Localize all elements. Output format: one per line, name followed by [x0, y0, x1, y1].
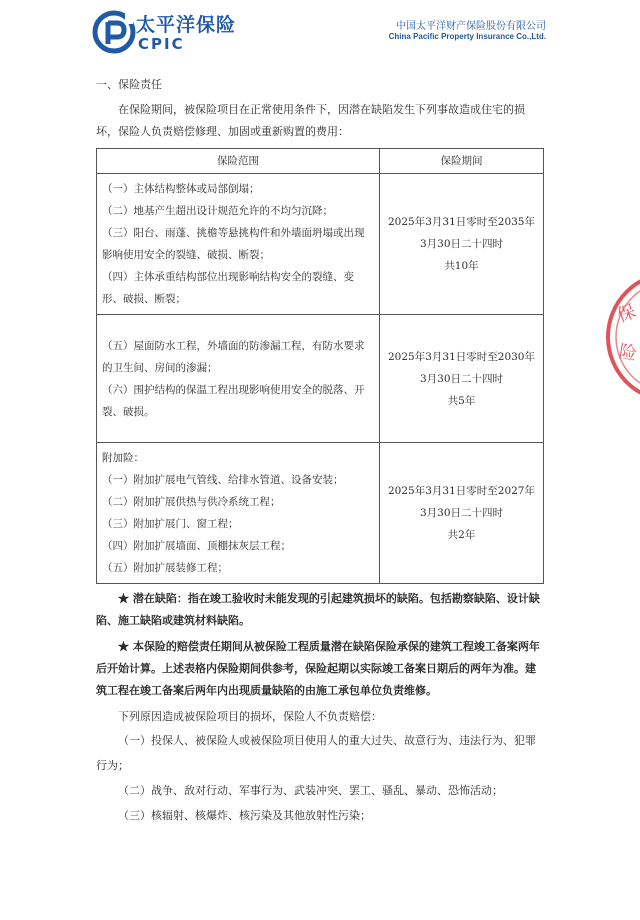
period-cell — [380, 315, 544, 443]
period-end: 3月30日二十四时 — [419, 238, 504, 250]
scope-cell — [97, 315, 380, 443]
period-duration: 共10年 — [444, 260, 479, 272]
cpic-logo-icon — [92, 10, 136, 54]
coverage-table — [96, 148, 544, 584]
scope-line: （二）地基产生超出设计规范允许的不均匀沉降； — [102, 205, 333, 217]
period-end: 3月30日二十四时 — [419, 372, 504, 385]
header-period: 保险期间 — [380, 149, 544, 174]
section-title: 一、保险责任 — [96, 78, 162, 91]
company-name-cn: 中国太平洋财产保险股份有限公司 — [396, 21, 546, 32]
table-row — [97, 174, 544, 315]
document-body — [96, 76, 546, 828]
scope-line: （四）附加扩展墙面、顶棚抹灰层工程； — [102, 540, 291, 552]
table-row — [97, 443, 544, 584]
note-liability-period: ★ 本保险的赔偿责任期间从被保险工程质量潜在缺陷保险承保的建筑工程竣工备案两年后开始计算。上述表格内保险期间供参考，保险起期以实际竣工备案日期后的两年为准。建筑工程在竣工备案后两年内出现质量缺陷的由施工承包单位负责维修。 — [96, 640, 540, 697]
scope-cell — [97, 443, 380, 584]
scope-line: （四）主体承重结构部位出现影响结构安全的裂缝、变形、破损、断裂； — [102, 271, 354, 305]
scope-line: （二）附加扩展供热与供冷系统工程； — [102, 496, 281, 508]
svg-text:保: 保 — [614, 300, 639, 327]
section-intro: 在保险期间，被保险项目在正常使用条件下，因潜在缺陷发生下列事故造成住宅的损坏，保险人负责赔偿修理、加固或重新购置的费用： — [96, 103, 525, 138]
scope-line: （五）屋面防水工程，外墙面的防渗漏工程，有防水要求的卫生间、房间的渗漏； — [102, 339, 365, 374]
scope-line: 附加险： — [102, 452, 144, 464]
period-duration: 共2年 — [447, 529, 476, 541]
scope-line: （一）附加扩展电气管线、给排水管道、设备安装； — [102, 474, 344, 486]
company-seal — [600, 262, 640, 412]
exclusion-item: （一）投保人、被保险人或被保险项目使用人的重大过失、故意行为、违法行为、犯罪行为； — [96, 734, 536, 772]
cpic-logo — [92, 10, 252, 54]
period-start: 2025年3月31日零时至2030年 — [388, 350, 535, 363]
scope-line: （六）围护结构的保温工程出现影响使用安全的脱落、开裂、破损。 — [102, 383, 365, 418]
period-start: 2025年3月31日零时至2035年 — [388, 216, 535, 228]
scope-line: （一）主体结构整体或局部倒塌； — [102, 183, 260, 195]
period-start: 2025年3月31日零时至2027年 — [388, 485, 535, 497]
brand-name-cn: 太平洋保险 — [136, 14, 237, 36]
scope-line: （五）附加扩展装修工程； — [102, 562, 228, 574]
svg-text:险: 险 — [617, 341, 639, 366]
scope-line: （三）附加扩展门、窗工程； — [102, 518, 239, 530]
period-cell — [380, 174, 544, 315]
period-cell — [380, 443, 544, 584]
scope-line: （三）阳台、雨蓬、挑檐等悬挑构件和外墙面坍塌或出现影响使用安全的裂缝、破损、断裂； — [102, 227, 365, 261]
period-end: 3月30日二十四时 — [419, 507, 504, 519]
table-row — [97, 315, 544, 443]
period-duration: 共5年 — [447, 394, 476, 407]
header-scope: 保险范围 — [97, 149, 380, 174]
scope-cell — [97, 174, 380, 315]
exclusions-intro: 下列原因造成被保险项目的损坏，保险人不负责赔偿： — [118, 710, 382, 723]
exclusion-item: （二）战争、敌对行动、军事行为、武装冲突、罢工、骚乱、暴动、恐怖活动； — [118, 784, 503, 797]
note-latent-defect: ★ 潜在缺陷：指在竣工验收时未能发现的引起建筑损坏的缺陷。包括勘察缺陷、设计缺陷、施工缺陷或建筑材料缺陷。 — [96, 592, 540, 627]
brand-name-en: CPIC — [138, 35, 185, 53]
company-name-en: China Pacific Property Insurance Co.,Ltd. — [388, 32, 546, 41]
exclusion-item: （三）核辐射、核爆炸、核污染及其他放射性污染； — [118, 809, 371, 822]
table-header-row — [97, 149, 544, 174]
